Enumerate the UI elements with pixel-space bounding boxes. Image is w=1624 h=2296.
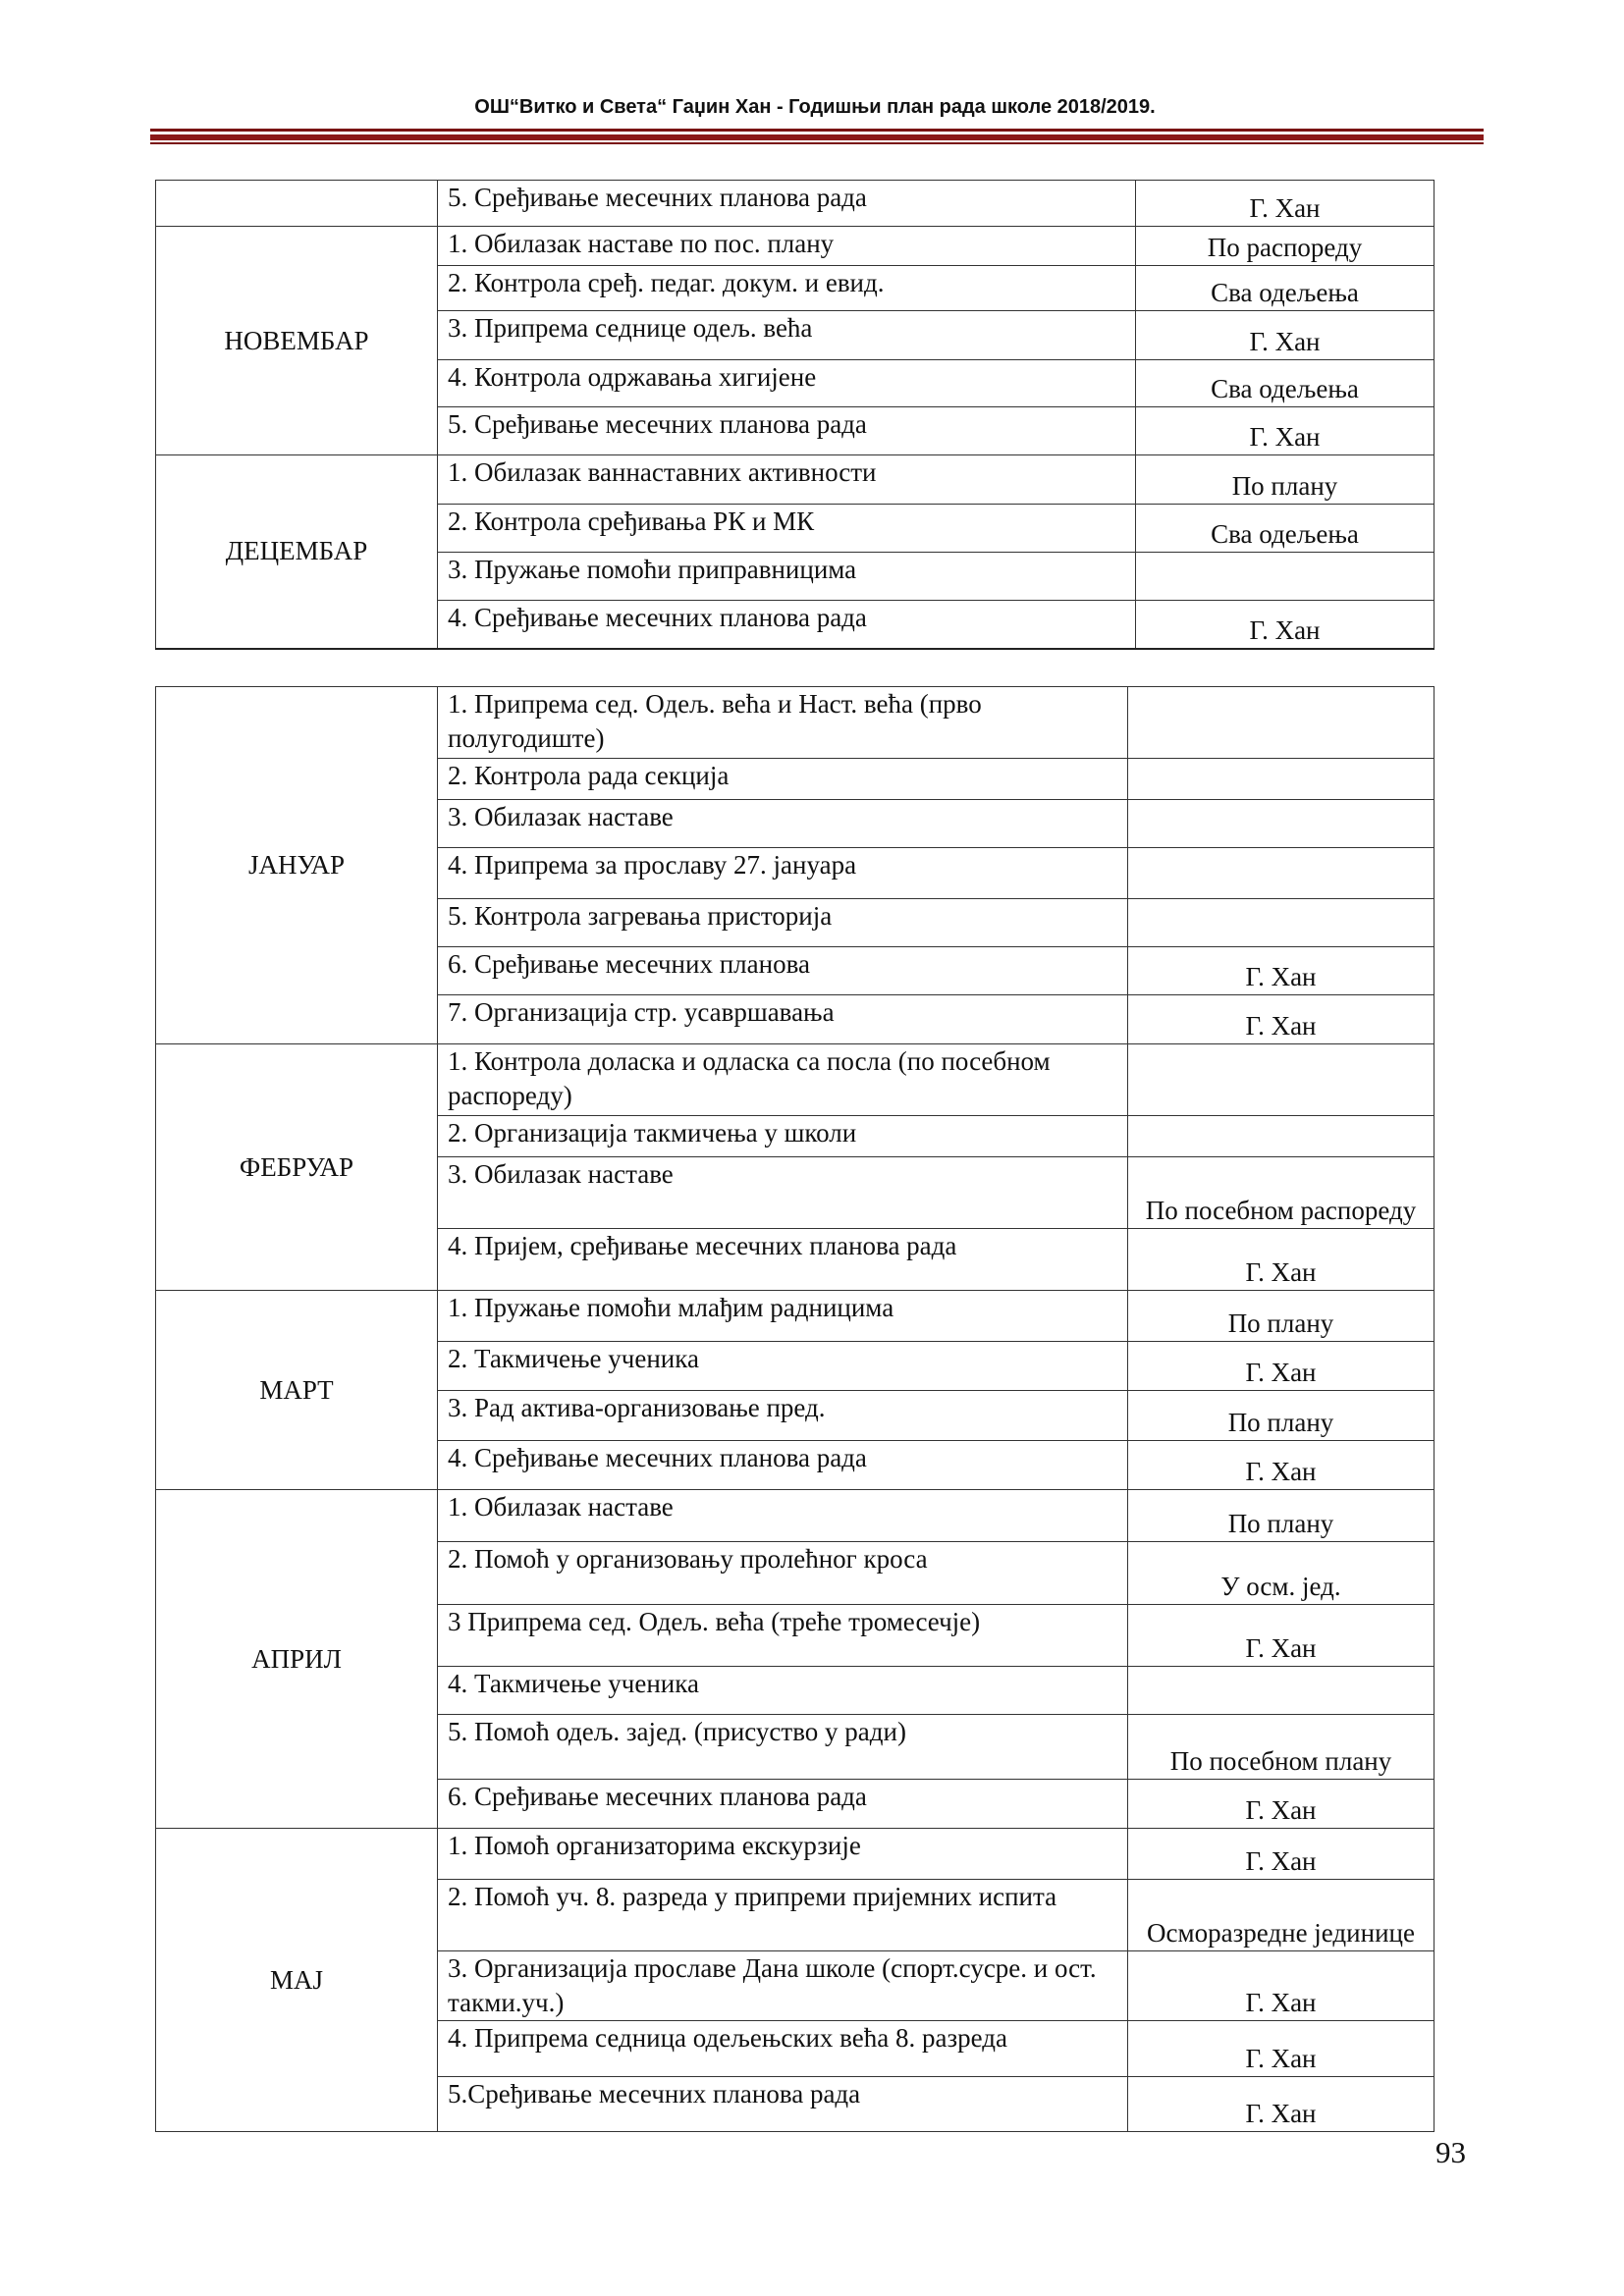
plan-table-upper-body — [156, 181, 1435, 649]
month-cell: ДЕЦЕМБАР — [156, 455, 438, 649]
responsible-cell: По плану — [1128, 1291, 1435, 1342]
table-row — [156, 455, 1435, 505]
page-number: 93 — [1435, 2135, 1466, 2169]
table-row — [156, 1291, 1435, 1342]
responsible-cell: Г. Хан — [1128, 1951, 1435, 2021]
responsible-cell: Сва одељења — [1136, 360, 1435, 407]
task-cell: 4. Припрема за прославу 27. јануара — [438, 848, 1128, 899]
task-cell: 1. Обилазак ваннаставних активности — [438, 455, 1136, 505]
responsible-cell: Г. Хан — [1136, 181, 1435, 227]
task-cell: 1. Обилазак наставе по пос. плану — [438, 227, 1136, 266]
responsible-cell — [1128, 1044, 1435, 1116]
task-cell: 4. Такмичење ученика — [438, 1667, 1128, 1715]
task-cell: 5. Сређивање месечних планова рада — [438, 407, 1136, 455]
responsible-cell — [1136, 553, 1435, 601]
responsible-cell: Г. Хан — [1128, 1605, 1435, 1667]
task-cell: 3. Обилазак наставе — [438, 1157, 1128, 1229]
task-cell: 2. Контрола сређивања РК и МК — [438, 505, 1136, 553]
task-cell: 2. Контрола сређ. педаг. докум. и евид. — [438, 266, 1136, 311]
task-cell: 2. Помоћ уч. 8. разреда у припреми пријемних испита — [438, 1880, 1128, 1951]
responsible-cell: Г. Хан — [1136, 407, 1435, 455]
plan-table-lower — [155, 686, 1435, 2132]
task-cell: 5. Контрола загревања присторија — [438, 899, 1128, 947]
task-cell: 5.Сређивање месечних планова рада — [438, 2077, 1128, 2132]
page-header-title: ОШ“Витко и Света“ Гаџин Хан - Годишњи план рада школе 2018/2019. — [474, 96, 1156, 118]
responsible-cell: Г. Хан — [1128, 947, 1435, 995]
responsible-cell: Г. Хан — [1128, 1342, 1435, 1391]
responsible-cell: Г. Хан — [1128, 1829, 1435, 1880]
responsible-cell: Осморазредне јединице — [1128, 1880, 1435, 1951]
month-cell: ЈАНУАР — [156, 687, 438, 1044]
task-cell: 2. Такмичење ученика — [438, 1342, 1128, 1391]
month-cell: МАЈ — [156, 1829, 438, 2132]
table-row — [156, 1044, 1435, 1116]
task-cell: 4. Контрола одржавања хигијене — [438, 360, 1136, 407]
month-cell: МАРТ — [156, 1291, 438, 1490]
responsible-cell: Г. Хан — [1128, 1441, 1435, 1490]
responsible-cell: Г. Хан — [1128, 1780, 1435, 1829]
task-cell: 3. Пружање помоћи приправницима — [438, 553, 1136, 601]
responsible-cell: По плану — [1128, 1391, 1435, 1441]
task-cell: 3. Припрема седнице одељ. већа — [438, 311, 1136, 360]
task-cell: 4. Пријем, сређивање месечних планова рада — [438, 1229, 1128, 1291]
responsible-cell: По плану — [1128, 1490, 1435, 1542]
table-row — [156, 1829, 1435, 1880]
responsible-cell: Сва одељења — [1136, 266, 1435, 311]
responsible-cell: По посебном распореду — [1128, 1157, 1435, 1229]
task-cell: 2. Контрола рада секција — [438, 759, 1128, 800]
task-cell: 6. Сређивање месечних планова рада — [438, 1780, 1128, 1829]
responsible-cell: По распореду — [1136, 227, 1435, 266]
table-row — [156, 1490, 1435, 1542]
responsible-cell — [1128, 687, 1435, 759]
task-cell: 6. Сређивање месечних планова — [438, 947, 1128, 995]
header-rule-top — [150, 129, 1484, 132]
responsible-cell: Г. Хан — [1128, 995, 1435, 1044]
task-cell: 3 Припрема сед. Одељ. већа (треће тромесечје) — [438, 1605, 1128, 1667]
task-cell: 2. Помоћ у организовању пролећног кроса — [438, 1542, 1128, 1605]
responsible-cell — [1128, 1667, 1435, 1715]
task-cell: 4. Сређивање месечних планова рада — [438, 601, 1136, 649]
task-cell: 3. Организација прославе Дана школе (спорт.сусре. и ост. такми.уч.) — [438, 1951, 1128, 2021]
month-cell: НОВЕМБАР — [156, 227, 438, 455]
header-rule-bottom — [150, 142, 1484, 144]
responsible-cell: Г. Хан — [1128, 2077, 1435, 2132]
responsible-cell: Г. Хан — [1128, 2021, 1435, 2077]
task-cell: 2. Организација такмичења у школи — [438, 1116, 1128, 1157]
responsible-cell: Г. Хан — [1136, 601, 1435, 649]
responsible-cell: По плану — [1136, 455, 1435, 505]
task-cell: 4. Сређивање месечних планова рада — [438, 1441, 1128, 1490]
task-cell: 3. Рад актива-организовање пред. — [438, 1391, 1128, 1441]
responsible-cell: Г. Хан — [1128, 1229, 1435, 1291]
month-cell — [156, 181, 438, 227]
month-cell: АПРИЛ — [156, 1490, 438, 1829]
responsible-cell — [1128, 1116, 1435, 1157]
responsible-cell: У осм. јед. — [1128, 1542, 1435, 1605]
table-row — [156, 181, 1435, 227]
plan-table-upper — [155, 180, 1435, 650]
month-cell: ФЕБРУАР — [156, 1044, 438, 1291]
task-cell: 7. Организација стр. усавршавања — [438, 995, 1128, 1044]
responsible-cell: Сва одељења — [1136, 505, 1435, 553]
responsible-cell — [1128, 759, 1435, 800]
plan-table-lower-body — [156, 687, 1435, 2132]
task-cell: 1. Припрема сед. Одељ. већа и Наст. већа (прво полугодиште) — [438, 687, 1128, 759]
responsible-cell — [1128, 899, 1435, 947]
responsible-cell — [1128, 800, 1435, 848]
responsible-cell — [1128, 848, 1435, 899]
task-cell: 3. Обилазак наставе — [438, 800, 1128, 848]
task-cell: 5. Сређивање месечних планова рада — [438, 181, 1136, 227]
table-row — [156, 227, 1435, 266]
header-rule-thick — [150, 134, 1484, 140]
responsible-cell: Г. Хан — [1136, 311, 1435, 360]
task-cell: 1. Обилазак наставе — [438, 1490, 1128, 1542]
task-cell: 1. Контрола доласка и одласка са посла (по посебном распореду) — [438, 1044, 1128, 1116]
task-cell: 4. Припрема седница одељењских већа 8. разреда — [438, 2021, 1128, 2077]
task-cell: 5. Помоћ одељ. заjед. (присуство у ради) — [438, 1715, 1128, 1780]
task-cell: 1. Помоћ организаторима екскурзије — [438, 1829, 1128, 1880]
task-cell: 1. Пружање помоћи млађим радницима — [438, 1291, 1128, 1342]
table-row — [156, 687, 1435, 759]
responsible-cell: По посебном плану — [1128, 1715, 1435, 1780]
